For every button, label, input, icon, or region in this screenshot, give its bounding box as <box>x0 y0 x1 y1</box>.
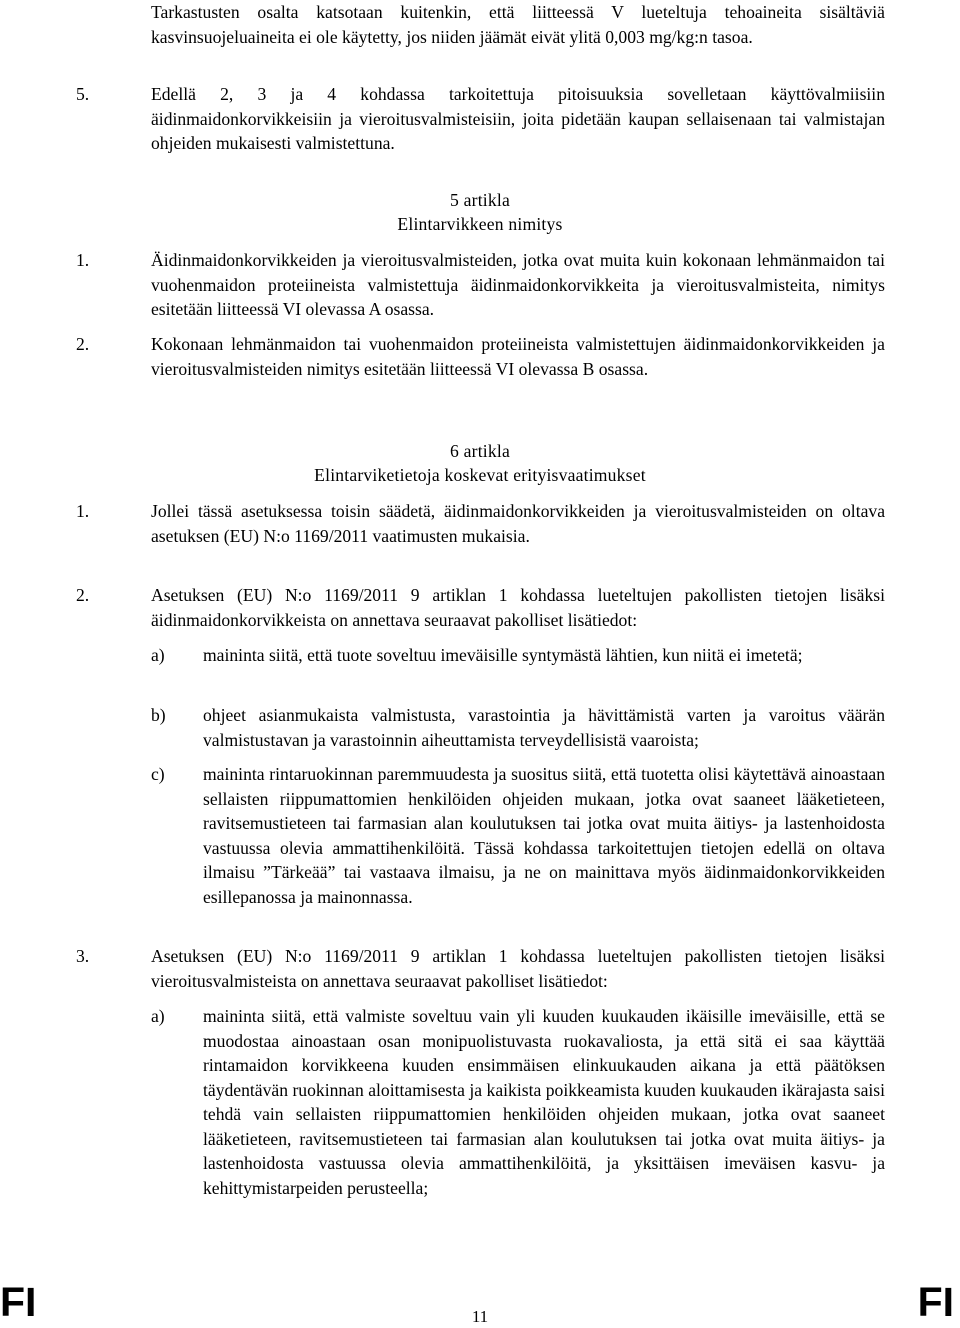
sub-item-3a: maininta siitä, että valmiste soveltuu vain yli kuuden kuukauden ikäisille imeväisille, että se muodostaa ainoastaan osan monipuolistuvasta ruokavaliosta, ja että sitä ei saa käyttää rintamaidon korvikkeena kuuden ensimmäisen elinkuukauden aikana ja että päätöksen täydentävän ruokinnan aloittamisesta ja kaikista poikkeamista kuuden kuukauden ikärajasta saisi tehdä vain sellaisten riippumattomien henkilöiden ohjeiden mukaan, jotka ovat saaneet lääketieteen, ravitsemustieteen tai farmasian alan koulutuksen tai jotka ovat muita äitiys- ja lastenhoidosta vastuussa olevia ammattihenkilöitä, ja yksittäisen imeväisen kasvu- ja kehittymistarpeiden perusteella; <box>203 1006 885 1198</box>
article-5-item-number: 1. <box>76 250 90 270</box>
paragraph-number: 5. <box>76 84 90 104</box>
article-5-item-number: 2. <box>76 334 90 354</box>
article-6-item-number: 3. <box>76 946 90 966</box>
article-5-item-1: Äidinmaidonkorvikkeiden ja vieroitusvalmisteiden, jotka ovat muita kuin kokonaan lehmänmaidon tai vuohenmaidon proteiineista valmistettuja äidinmaidonkorvikkeita ja vieroitusvalmisteita, nimitys esitetään liitteessä VI olevassa A osassa. <box>151 250 885 319</box>
article-5-number: 5 artikla <box>450 190 510 210</box>
sub-item-2c: maininta rintaruokinnan paremmuudesta ja suositus siitä, että tuotetta olisi käytettävä ainoastaan sellaisten riippumattomien henkilöiden ohjeiden mukaan, jotka ovat saaneet lääketieteen, ravitsemustieteen tai farmasian alan koulutuksen tai jotka ovat muita äitiys- ja lastenhoidosta vastuussa olevia ammattihenkilöitä. Tässä kohdassa tarkoitettujen tietojen edellä on oltava ilmaisu ”Tärkeää” tai vastaava ilmaisu, ja ne on mainittava myös äidinmaidonkorvikkeiden esillepanossa ja mainonnassa. <box>203 764 885 907</box>
page-number: 11 <box>471 1307 489 1326</box>
footer-language-code-left: FI <box>0 1279 37 1325</box>
article-5-title: Elintarvikkeen nimitys <box>397 214 563 234</box>
sub-item-2a: maininta siitä, että tuote soveltuu imeväisille syntymästä lähtien, kun niitä ei imetetä; <box>203 645 803 665</box>
article-6-title: Elintarviketietoja koskevat erityisvaatimukset <box>314 465 646 485</box>
sub-item-letter: a) <box>151 645 165 665</box>
sub-item-letter: a) <box>151 1006 165 1026</box>
paragraph-5: Edellä 2, 3 ja 4 kohdassa tarkoitettuja pitoisuuksia sovelletaan käyttövalmiisiin äidinmaidonkorvikkeisiin ja vieroitusvalmisteisiin, joita pidetään kaupan sellaisenaan tai valmistajan ohjeiden mukaisesti valmistettuna. <box>151 84 885 153</box>
article-6-item-3: Asetuksen (EU) N:o 1169/2011 9 artiklan 1 kohdassa lueteltujen pakollisten tietojen lisäksi vieroitusvalmisteista on annettava seuraavat pakolliset lisätiedot: <box>151 946 885 991</box>
footer-language-code-right: FI <box>917 1279 954 1325</box>
article-6-item-number: 1. <box>76 501 90 521</box>
article-5-item-2: Kokonaan lehmänmaidon tai vuohenmaidon proteiineista valmistettujen äidinmaidonkorvikkeiden ja vieroitusvalmisteiden nimitys esitetään liitteessä VI olevassa B osassa. <box>151 334 885 379</box>
article-6-item-1: Jollei tässä asetuksessa toisin säädetä, äidinmaidonkorvikkeiden ja vieroitusvalmisteiden on oltava asetuksen (EU) N:o 1169/2011 vaatimusten mukaisia. <box>151 501 885 546</box>
sub-item-letter: b) <box>151 705 166 725</box>
article-6-item-2: Asetuksen (EU) N:o 1169/2011 9 artiklan 1 kohdassa lueteltujen pakollisten tietojen lisäksi äidinmaidonkorvikkeista on annettava seuraavat pakolliset lisätiedot: <box>151 585 885 630</box>
article-6-item-number: 2. <box>76 585 90 605</box>
article-6-number: 6 artikla <box>450 441 510 461</box>
intro-paragraph: Tarkastusten osalta katsotaan kuitenkin, että liitteessä V lueteltuja tehoaineita sisältäviä kasvinsuojeluaineita ei ole käytetty, jos niiden jäämät eivät ylitä 0,003 mg/kg:n tasoa. <box>151 2 885 47</box>
sub-item-letter: c) <box>151 764 165 784</box>
sub-item-2b: ohjeet asianmukaista valmistusta, varastointia ja hävittämistä varten ja varoitus väärän valmistustavan ja varastoinnin aiheuttamista terveydellisistä vaaroista; <box>203 705 885 750</box>
